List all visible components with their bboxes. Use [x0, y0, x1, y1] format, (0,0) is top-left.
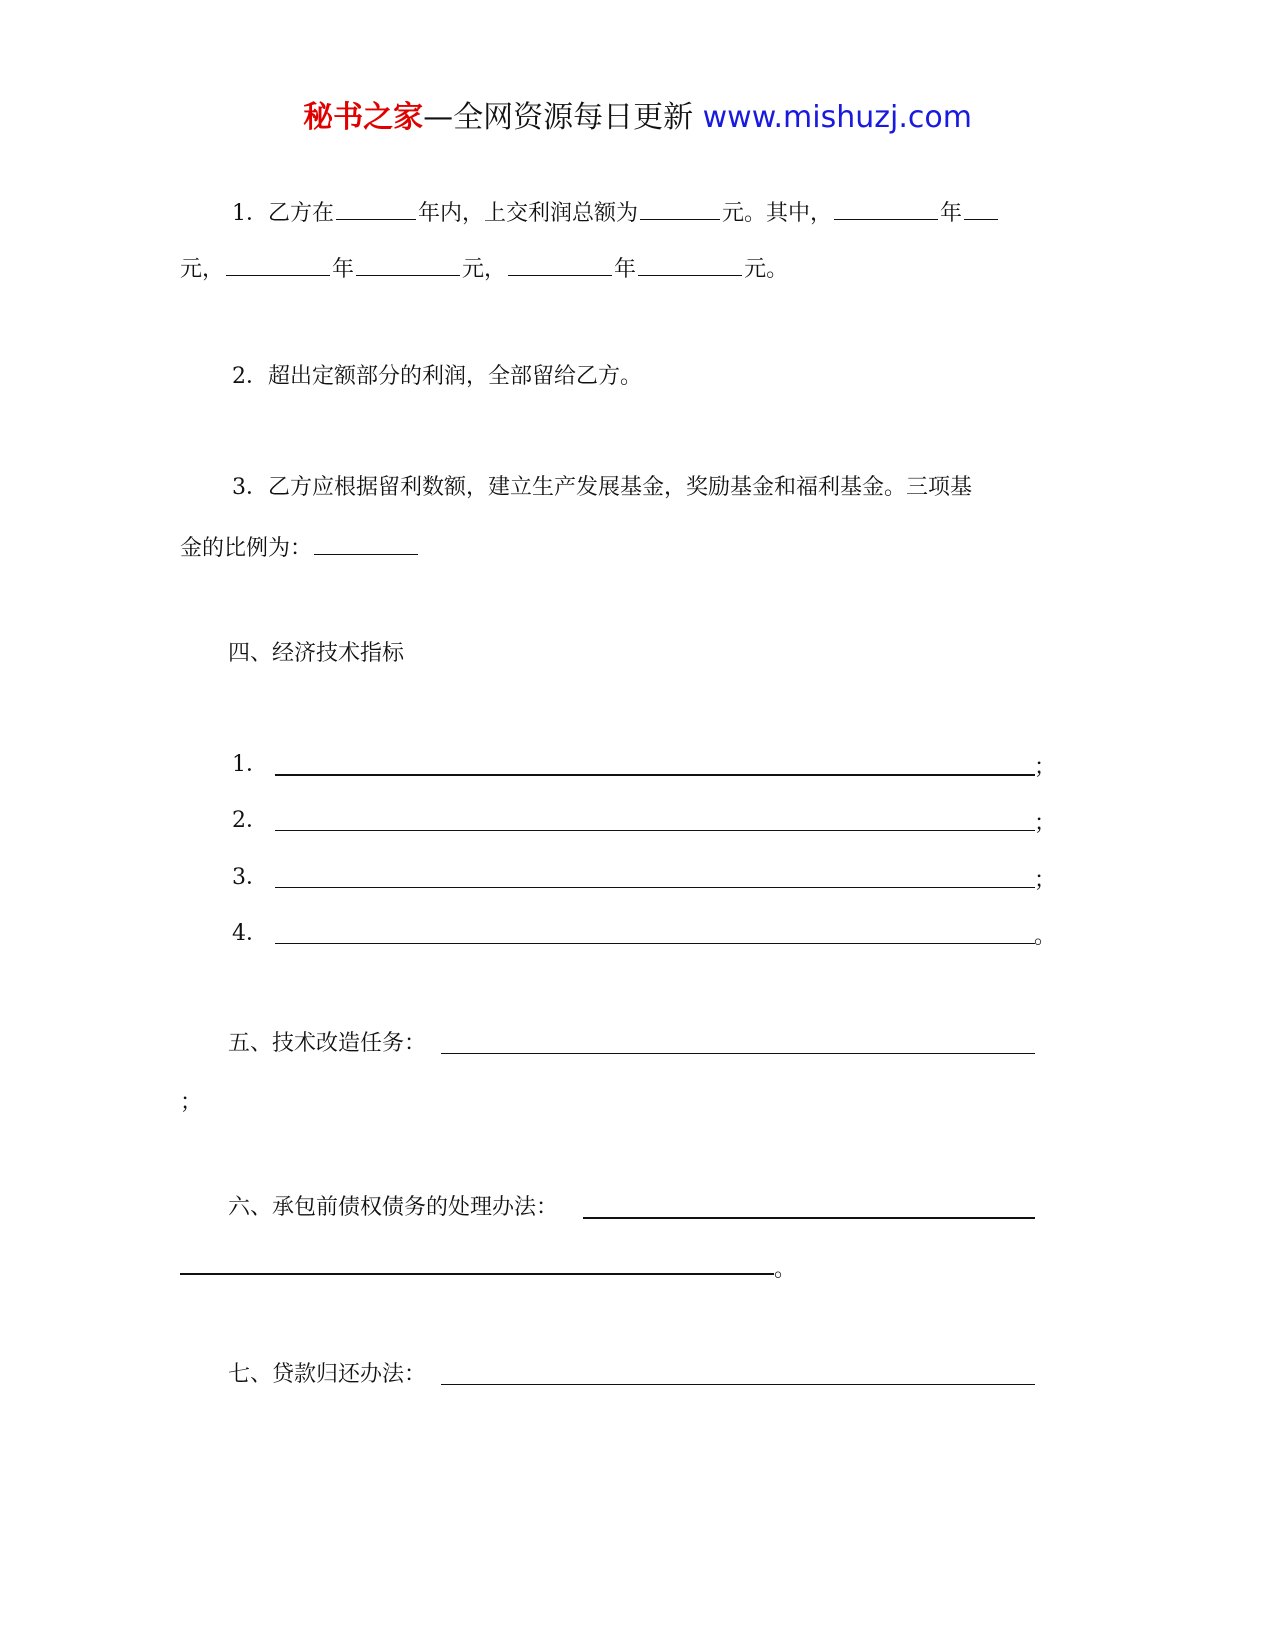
item1-text-a: 乙方在	[268, 201, 335, 226]
item1-blank-year1[interactable]	[834, 195, 938, 220]
indicator-3-number: 3．	[232, 865, 268, 890]
item1-number: 1．	[232, 201, 268, 226]
indicator-2-blank[interactable]	[275, 830, 1035, 831]
item3-line2	[180, 530, 420, 564]
item3-line1	[232, 473, 972, 503]
indicator-4-end: 。	[1034, 924, 1057, 949]
item1-text-c: 元。其中，	[722, 201, 833, 226]
indicator-1-blank[interactable]	[275, 774, 1035, 776]
section7-title: 七、贷款归还办法：	[228, 1362, 427, 1387]
item1-text-d: 年	[940, 201, 963, 226]
indicator-1-end: ；	[1034, 755, 1057, 780]
indicator-2-end: ；	[1034, 811, 1057, 836]
item1-text-f: 年	[332, 257, 355, 282]
item1-text-b: 年内，上交利润总额为	[418, 201, 639, 226]
item1-blank-amount1[interactable]	[964, 195, 998, 220]
section6-blank-2[interactable]	[180, 1273, 774, 1275]
item1-blank-total[interactable]	[640, 195, 720, 220]
item2-text: 超出定额部分的利润，全部留给乙方。	[268, 364, 643, 389]
section4-title: 四、经济技术指标	[228, 641, 405, 666]
section7-blank[interactable]	[441, 1384, 1035, 1385]
item1-text-e: 元，	[180, 257, 225, 282]
section6-blank-1[interactable]	[583, 1217, 1035, 1219]
header-url[interactable]: www.mishuzj.com	[702, 100, 972, 135]
item1-blank-year3[interactable]	[508, 251, 612, 276]
section6-title: 六、承包前债权债务的处理办法：	[228, 1195, 559, 1220]
item3-blank-ratio[interactable]	[314, 530, 418, 555]
section5-end: ；	[180, 1090, 203, 1115]
page-header	[0, 98, 1275, 138]
indicator-1-number: 1．	[232, 752, 268, 777]
item1-line1	[232, 195, 1000, 229]
section5-blank[interactable]	[441, 1053, 1035, 1054]
item1-line2	[180, 251, 788, 285]
header-brand: 秘书之家	[303, 100, 424, 135]
item1-blank-amount3[interactable]	[638, 251, 742, 276]
item1-blank-amount2[interactable]	[356, 251, 460, 276]
item1-blank-year2[interactable]	[226, 251, 330, 276]
item3-text-b: 金的比例为：	[180, 536, 313, 561]
item2-line	[232, 362, 642, 392]
item1-text-g: 元，	[462, 257, 507, 282]
indicator-4-number: 4．	[232, 921, 268, 946]
section5-title: 五、技术改造任务：	[228, 1031, 427, 1056]
item2-number: 2．	[232, 364, 268, 389]
header-tagline: —全网资源每日更新	[423, 100, 703, 135]
indicator-4-blank[interactable]	[275, 943, 1035, 944]
indicator-3-blank[interactable]	[275, 887, 1035, 888]
indicator-3-end: ；	[1034, 868, 1057, 893]
item1-text-h: 年	[614, 257, 637, 282]
item1-blank-years[interactable]	[336, 195, 416, 220]
item3-number: 3．	[232, 475, 268, 500]
item3-text-a: 乙方应根据留利数额，建立生产发展基金，奖励基金和福利基金。三项基	[268, 475, 973, 500]
section6-end: 。	[774, 1257, 797, 1282]
item1-text-i: 元。	[744, 257, 789, 282]
indicator-2-number: 2．	[232, 808, 268, 833]
